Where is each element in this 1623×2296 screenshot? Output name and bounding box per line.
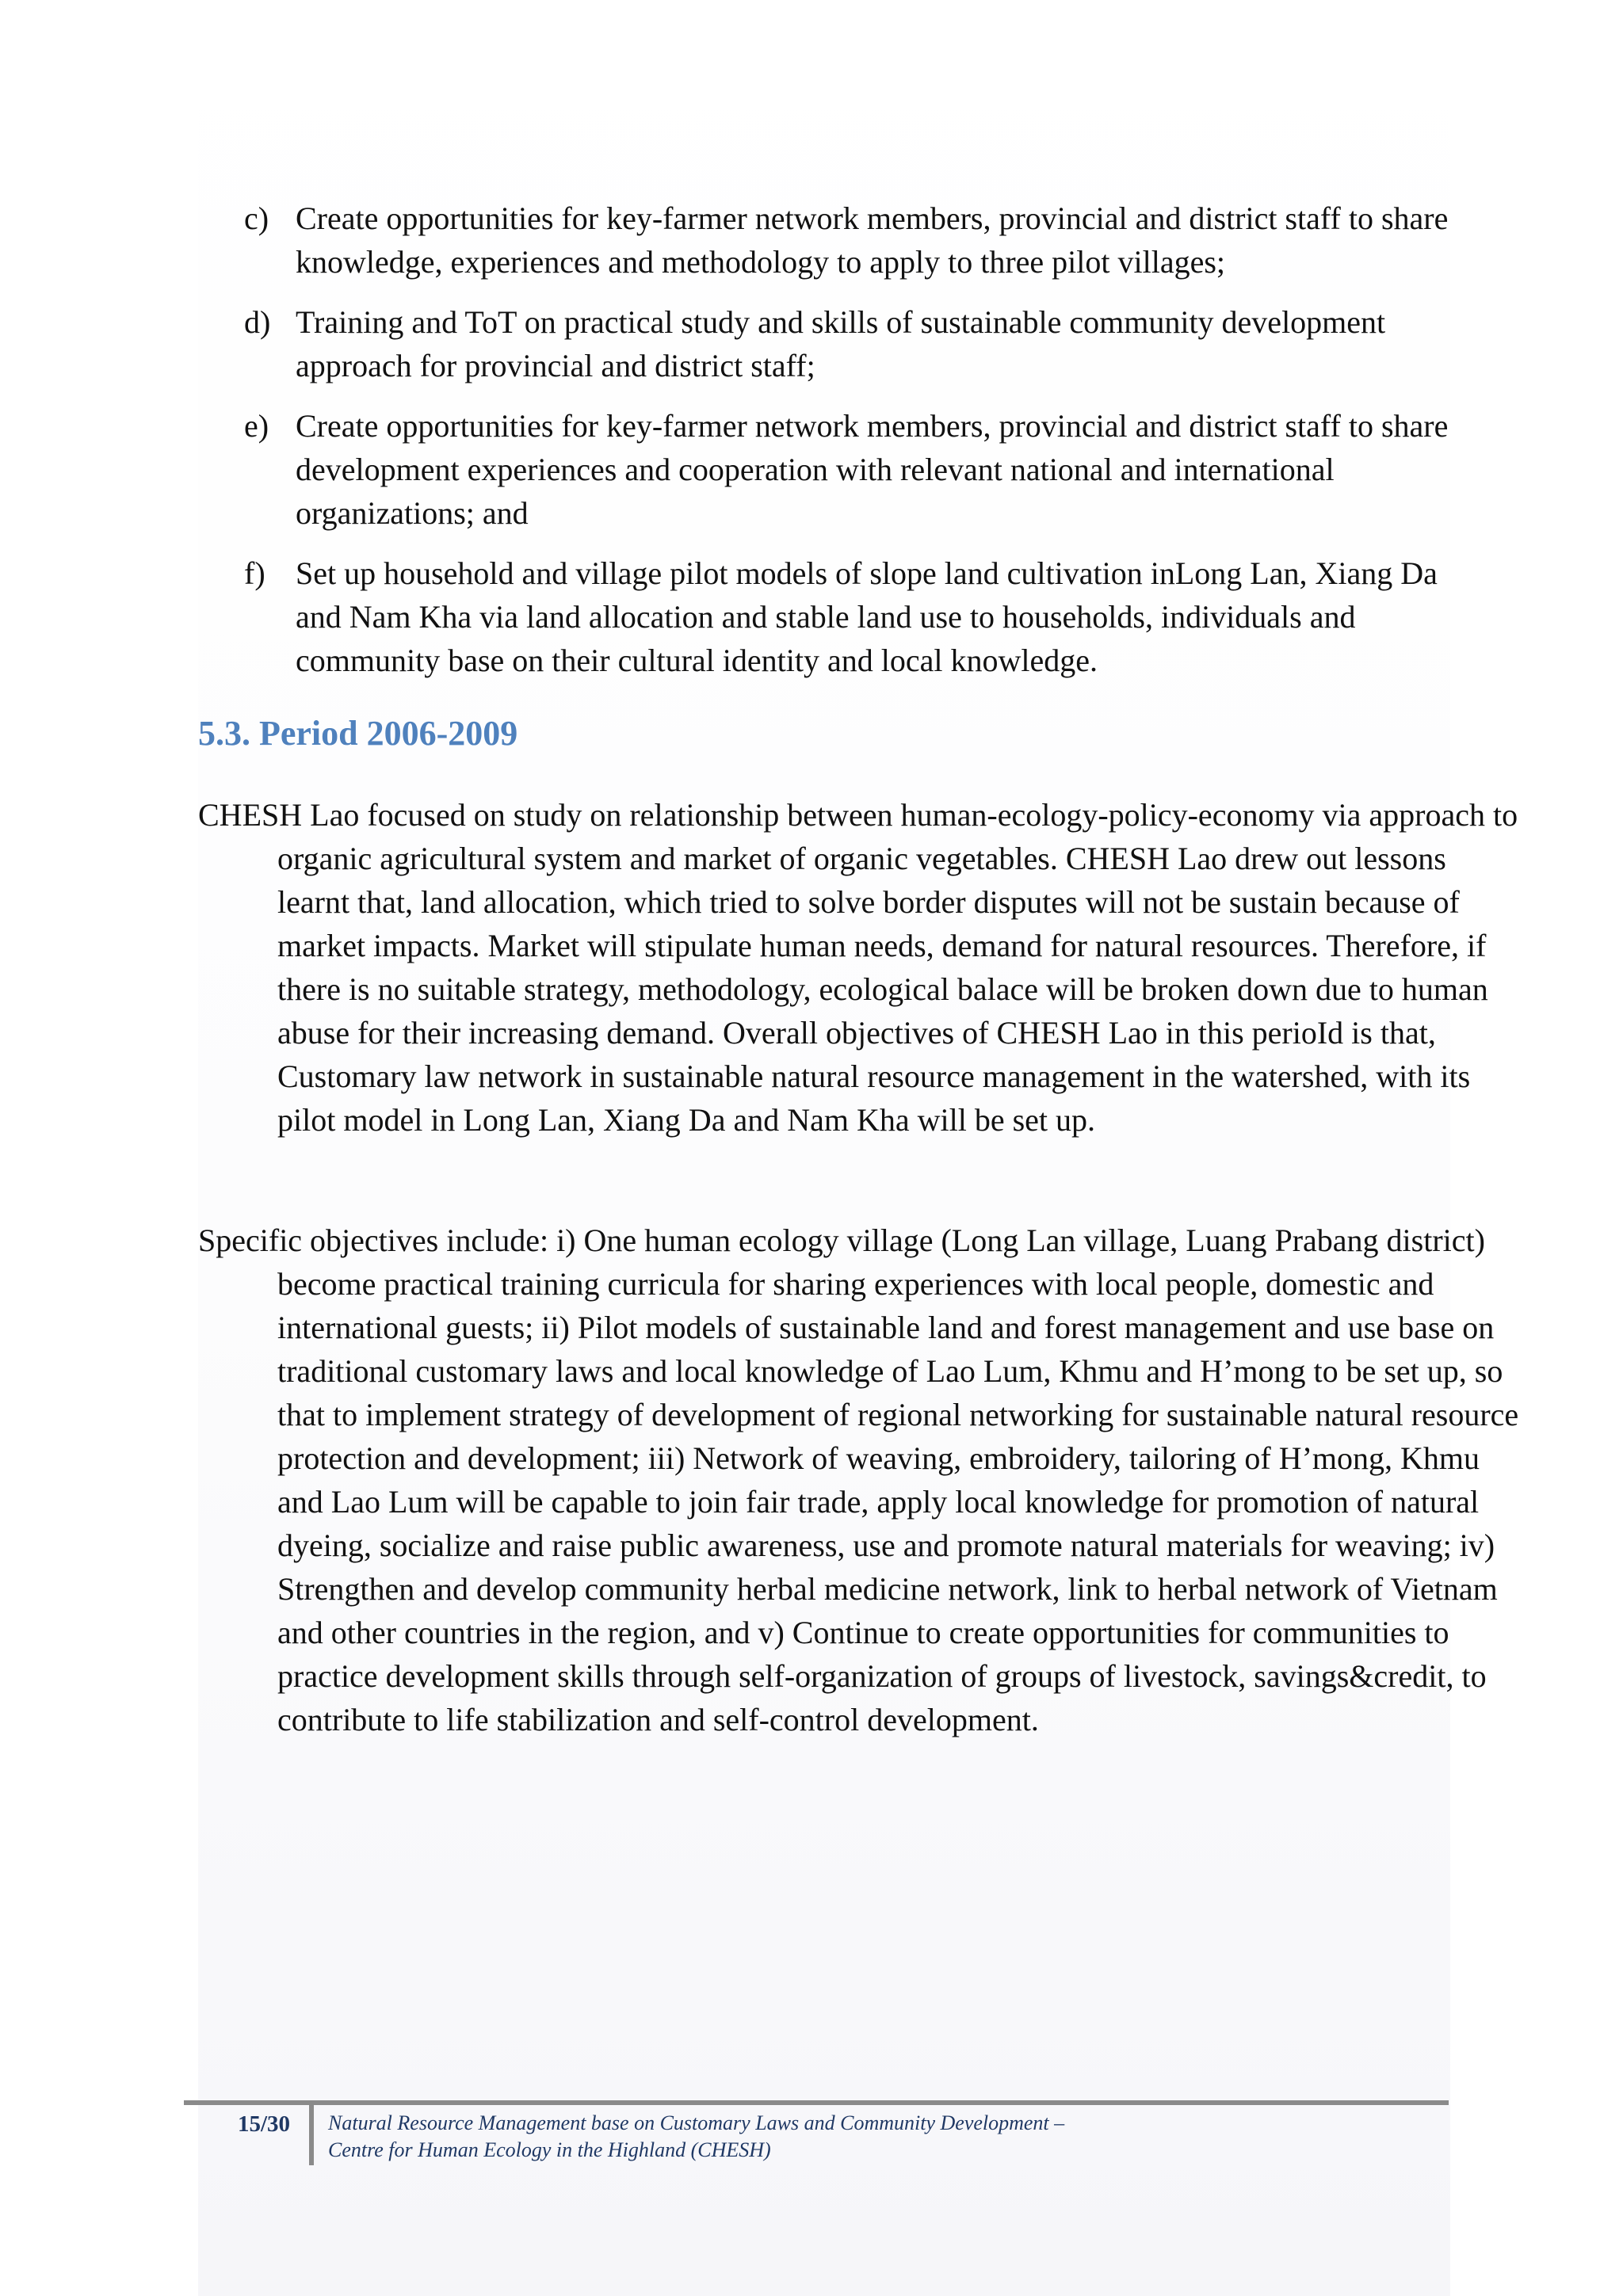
list-item-e [244, 404, 1465, 535]
list-item-text: Set up household and village pilot models of slope land cultivation inLong Lan, Xiang Da and Nam Kha via land allocation and stable land use to households, individuals and community base on their cultural identity and local knowledge. [296, 555, 1438, 678]
footer-caption [328, 2110, 1064, 2164]
list-item-text: Create opportunities for key-farmer network members, provincial and district staff to share knowledge, experiences and methodology to apply to three pilot villages; [296, 200, 1449, 280]
list-item-text: Create opportunities for key-farmer network members, provincial and district staff to share development experiences and cooperation with relevant national and international organizations; and [296, 408, 1449, 531]
list-marker: c) [244, 200, 269, 236]
list-item-d [244, 300, 1465, 387]
list-item-c [244, 196, 1465, 284]
list-marker: d) [244, 304, 271, 340]
footer-rule [184, 2100, 1449, 2105]
footer-line-title: Natural Resource Management base on Customary Laws and Community Development – [328, 2111, 1065, 2134]
list-marker: e) [244, 408, 269, 444]
list-item-text: Training and ToT on practical study and skills of sustainable community development approach for provincial and district staff; [296, 304, 1386, 383]
footer-divider [309, 2105, 314, 2165]
list-marker: f) [244, 555, 265, 591]
page-number: 15/30 [238, 2111, 291, 2137]
body-paragraph-specific-objectives: Specific objectives include: i) One human ecology village (Long Lan village, Luang Prabang district) become practical training curricula for sharing experiences with local people, domestic and international guests; ii) Pilot models of sustainable land and forest management and use base on traditional customary laws and local knowledge of Lao Lum, Khmu and H’mong to be set up, so that to implement strategy of development of regional networking for sustainable natural resource protection and development; iii) Network of weaving, embroidery, tailoring of H’mong, Khmu and Lao Lum will be capable to join fair trade, apply local knowledge for promotion of natural dyeing, socialize and raise public awareness, use and promote natural materials for weaving; iv) Strengthen and develop community herbal medicine network, link to herbal network of Vietnam and other countries in the region, and v) Continue to create opportunities for communities to practice development skills through self-organization of groups of livestock, savings&credit, to contribute to life stabilization and self-control development. [198, 1222, 1519, 1737]
footer-line-organization: Centre for Human Ecology in the Highland (CHESH) [328, 2138, 771, 2161]
body-paragraph-overview: CHESH Lao focused on study on relationship between human-ecology-policy-economy via approach to organic agricultural system and market of organic vegetables. CHESH Lao drew out lessons learnt that, land allocation, which tried to solve border disputes will not be sustain because of market impacts. Market will stipulate human needs, demand for natural resources. Therefore, if there is no suitable strategy, methodology, ecological balace will be broken down due to human abuse for their increasing demand. Overall objectives of CHESH Lao in this perioId is that, Customary law network in sustainable natural resource management in the watershed, with its pilot model in Long Lan, Xiang Da and Nam Kha will be set up. [198, 797, 1518, 1138]
list-item-f [244, 551, 1465, 682]
section-heading: 5.3. Period 2006-2009 [198, 714, 518, 753]
